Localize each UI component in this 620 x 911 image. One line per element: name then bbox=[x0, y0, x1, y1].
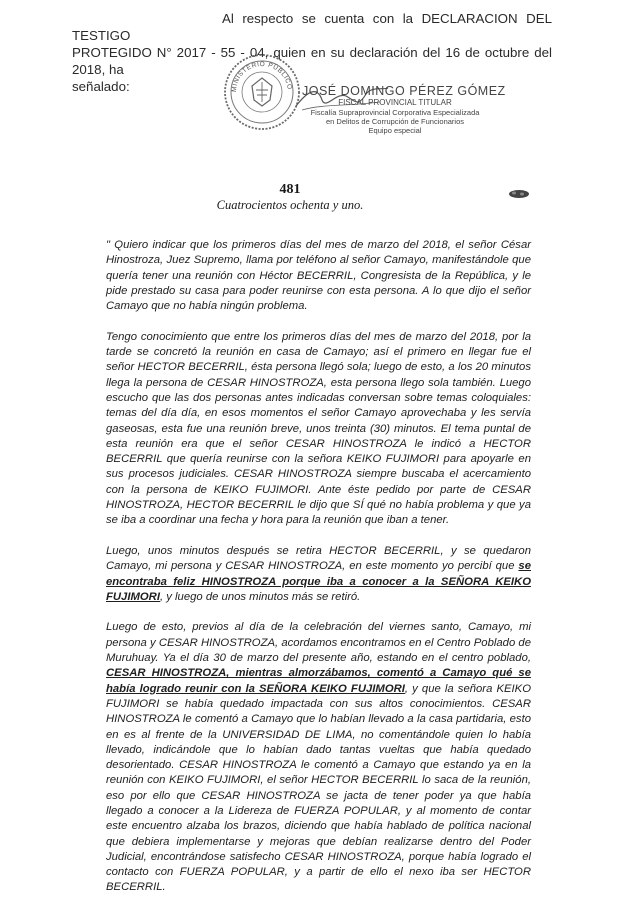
seal-caption bbox=[300, 84, 530, 135]
page-number-words: Cuatrocientos ochenta y uno. bbox=[216, 198, 364, 212]
intro-line-2: PROTEGIDO N° 2017 - 55 - 04, quien en su declaración del 16 de octubre del 2018, ha bbox=[72, 45, 552, 77]
paragraph-4-text-a: Luego de esto, previos al día de la celebración del viernes santo, Camayo, mi persona y CESAR HINOSTROZA, acordamos encontramos en el Centro Poblado de Muruhuay. Ya el día 30 de marzo del presente año, estando en el centro poblado, bbox=[106, 621, 531, 665]
paragraph-3 bbox=[106, 544, 531, 605]
paragraph-3-text-c: , y luego de unos minutos más se retiró. bbox=[159, 590, 361, 603]
seal-name: JOSÉ DOMINGO PÉREZ GÓMEZ bbox=[302, 84, 506, 98]
intro-paragraph bbox=[72, 10, 552, 95]
paragraph-3-text-a: Luego, unos minutos después se retira HECTOR BECERRIL, y se quedaron Camayo, mi persona y CESAR HINOSTROZA, en este momento yo percibí que bbox=[106, 544, 531, 573]
ministerio-publico-seal bbox=[222, 52, 302, 132]
paragraph-2: Tengo conocimiento que entre los primeros días del mes de marzo del 2018, por la tarde se concretó la reunión en casa de Camayo; así el primero en llegar fue el señor HECTOR BECERRIL, ésta persona llegó sola; luego de esto, a los 20 minutos llega la persona de CESAR HINOSTROZA, esta persona llego sola también. Luego escucho que las dos personas antes indicadas conversan sobre temas coloquiales: temas del día día, en esos momentos el señor Camayo aprovechaba y les servía gaseosas, esta fue una reunión breve, unos treinta (30) minutos. El tema puntal de esta reunión era que el señor CESAR HINOSTROZA le indicó a HECTOR BECERRIL que quería reunirse con la señora KEIKO FUJIMORI para apoyarle en sus procesos judiciales. CESAR HINOSTROZA siempre buscaba el acercamiento con la persona de KEIKO FUJIMORI. Ante éste pedido por parte de CESAR HINOSTROZA, HECTOR BECERRIL le dijo que SÍ qué no había problema y que ya se iba a coordinar una fecha y hora para la reunión que iban a tener. bbox=[106, 330, 531, 527]
paragraph-4-highlight: CESAR HINOSTROZA, mientras almorzábamos, comentó a Camayo qué se había logrado reunir con la SEÑORA KEIKO FUJIMORI bbox=[106, 667, 531, 695]
intro-line-3: señalado: bbox=[72, 79, 130, 94]
seal-role: FISCAL PROVINCIAL TITULAR bbox=[338, 98, 452, 107]
testimony-body bbox=[106, 238, 531, 911]
seal-line-3: Equipo especial bbox=[368, 126, 422, 135]
ink-mark bbox=[508, 189, 530, 199]
page-number: 481 bbox=[279, 182, 301, 197]
paragraph-3-highlight: se encontraba feliz HINOSTROZA porque iba a conocer a la SEÑORA KEIKO FUJIMORI bbox=[106, 560, 531, 603]
seal-line-2: en Delitos de Corrupción de Funcionarios bbox=[326, 117, 464, 126]
seal-ring-text: MINISTERIO PÚBLICO bbox=[230, 60, 293, 93]
intro-line-1: Al respecto se cuenta con la DECLARACION DEL TESTIGO bbox=[72, 11, 552, 43]
seal-line-1: Fiscalía Supraprovincial Corporativa Especializada bbox=[310, 108, 480, 117]
paragraph-1: " Quiero indicar que los primeros días del mes de marzo del 2018, el señor César Hinostroza, Juez Supremo, llama por teléfono al señor Camayo, manifestándole que quería tener una reunión con Héctor BECERRIL, Congresista de la República, y le pide prestado su casa para poder reunirse con esta persona. A lo que dijo el señor Camayo que no había ningún problema. bbox=[106, 239, 531, 313]
paragraph-4-text-c: , y que la señora KEIKO FUJIMORI se había quedado impactada con sus altos conocimientos. CESAR HINOSTROZA le comentó a Camayo que lo habían llevado a la casa partidaria, esto en es al frente de la UNIVERSIDAD DE LIMA, no comentándole quien lo había llevado, indicándole que lo habían dado tantas vueltas que había quedado desorientado. CESAR HINOSTROZA le comentó a Camayo que estando ya en la reunión con KEIKO FUJIMORI, el señor HECTOR BECERRIL lo saca de la reunión, eso por ello que CESAR HINOSTROZA se jacta de tener poder ya que había llegado a conocer a la Lidereza de FUERZA POPULAR, y al momento de contar este encuentro alzaba los brazos, diciendo que había hablado de política nacional que debiera implementarse y mejoras que debían realizarse dentro del Poder Judicial, encontrándose satisfecho CESAR HINOSTROZA, porque había logrado el contacto con FUERZA POPULAR, y a partir de ello el nexo iba ser HECTOR BECERRIL. bbox=[106, 682, 531, 894]
paragraph-4 bbox=[106, 620, 531, 895]
